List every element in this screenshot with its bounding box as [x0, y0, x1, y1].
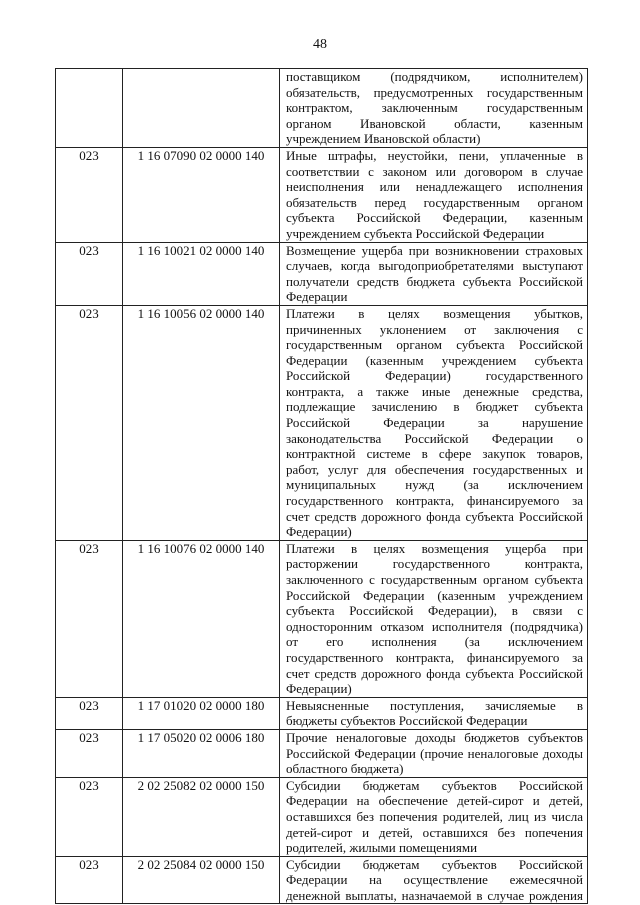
description-line: субъекта Российской Федерации), в связи с — [286, 603, 583, 619]
revenue-code-cell: 1 16 10021 02 0000 140 — [123, 242, 280, 305]
description-line: случаев, когда выгодоприобретателями выступают — [286, 258, 583, 274]
revenue-code-cell: 1 16 10056 02 0000 140 — [123, 305, 280, 540]
description-line: областного бюджета) — [286, 761, 404, 777]
description-line: расторжении государственного контракта, — [286, 556, 583, 572]
description-line: Российской Федерации за нарушение — [286, 415, 583, 431]
table-row — [56, 777, 588, 856]
revenue-code-cell: 2 02 25084 02 0000 150 — [123, 856, 280, 904]
admin-code-cell: 023 — [56, 697, 123, 729]
description-cell — [280, 697, 588, 729]
description-line: законодательства Российской Федерации о — [286, 430, 583, 446]
revenue-code-cell: 1 16 10076 02 0000 140 — [123, 540, 280, 697]
description-line: контрактом, заключенным государственным — [286, 100, 583, 116]
description-line: контрактной системе в сфере закупок товаров, — [286, 446, 583, 462]
table-row — [56, 540, 588, 697]
admin-code-cell: 023 — [56, 729, 123, 777]
description-line: Федерации на обеспечение детей-сирот и детей, — [286, 793, 583, 809]
description-line: соответствии с законом или договором в случае — [286, 163, 583, 179]
admin-code-cell: 023 — [56, 856, 123, 904]
admin-code-cell: 023 — [56, 305, 123, 540]
description-line: оставшихся без попечения родителей, лиц из числа — [286, 808, 583, 824]
description-line: подлежащие зачислению в бюджет субъекта — [286, 399, 583, 415]
table-row — [56, 729, 588, 777]
description-cell — [280, 777, 588, 856]
admin-code-cell: 023 — [56, 242, 123, 305]
table-row — [56, 305, 588, 540]
description-line: субъекта Российской Федерации, казенным — [286, 210, 583, 226]
description-line: денежной выплаты, назначаемой в случае рождения — [286, 887, 583, 903]
table-row — [56, 242, 588, 305]
description-line: Российской Федерации) государственного — [286, 368, 583, 384]
description-line: органом Ивановской области, казенным — [286, 115, 583, 131]
description-line: контракта, а также иные денежные средства, — [286, 383, 583, 399]
description-line: Иные штрафы, неустойки, пени, уплаченные в — [286, 147, 583, 163]
description-line: обязательств, предусмотренных государственным — [286, 84, 583, 100]
description-line: детей-сирот и детей, оставшихся без попечения — [286, 824, 583, 840]
description-line: поставщиком (подрядчиком, исполнителем) — [286, 69, 583, 84]
description-line: односторонним отказом исполнителя (подрядчика) — [286, 618, 583, 634]
description-line: учреждением субъекта Российской Федерации — [286, 225, 545, 241]
description-cell — [280, 147, 588, 242]
table-row — [56, 856, 588, 904]
description-line: Невыясненные поступления, зачисляемые в — [286, 697, 583, 713]
description-line: государственного контракта, финансируемого за — [286, 493, 583, 509]
description-cell — [280, 69, 588, 148]
description-cell — [280, 856, 588, 904]
description-line: Федерации на осуществление ежемесячной — [286, 872, 583, 888]
revenue-code-cell: 1 16 07090 02 0000 140 — [123, 147, 280, 242]
revenue-code-cell: 2 02 25082 02 0000 150 — [123, 777, 280, 856]
description-line: Субсидии бюджетам субъектов Российской — [286, 777, 583, 793]
description-line: Субсидии бюджетам субъектов Российской — [286, 856, 583, 872]
revenue-code-cell: 1 17 05020 02 0006 180 — [123, 729, 280, 777]
description-line: заключенного с государственным органом субъекта — [286, 572, 583, 587]
admin-code-cell — [56, 69, 123, 148]
description-line: неисполнения или ненадлежащего исполнения — [286, 179, 583, 195]
description-line: государственного контракта, финансируемого за — [286, 649, 583, 665]
description-line: Российской Федерации (казенным учреждением — [286, 587, 583, 603]
description-line: муниципальных нужд (за исключением — [286, 477, 583, 493]
description-line: бюджеты субъектов Российской Федерации — [286, 713, 528, 729]
description-line: получатели средств бюджета субъекта Российской — [286, 273, 583, 289]
description-line: счет средств дорожного фонда субъекта Российской — [286, 508, 583, 524]
description-line: Федерации) — [286, 681, 352, 697]
description-line: работ, услуг для обеспечения государственных и — [286, 461, 583, 477]
description-line: родителей, жилыми помещениями — [286, 840, 478, 856]
description-line: Прочие неналоговые доходы бюджетов субъектов — [286, 729, 583, 745]
description-cell — [280, 729, 588, 777]
description-cell — [280, 305, 588, 540]
revenue-code-cell: 1 17 01020 02 0000 180 — [123, 697, 280, 729]
description-cell — [280, 540, 588, 697]
description-line: Федерации (казенным учреждением субъекта — [286, 352, 583, 368]
table-row — [56, 69, 588, 148]
admin-code-cell: 023 — [56, 777, 123, 856]
description-line: Платежи в целях возмещения ущерба при — [286, 540, 583, 556]
revenue-code-cell — [123, 69, 280, 148]
description-line: обязательств перед государственным органом — [286, 194, 583, 210]
revenue-codes-table — [55, 68, 588, 904]
description-line: причиненных уклонением от заключения с — [286, 321, 583, 337]
description-cell — [280, 242, 588, 305]
description-line: Федерации — [286, 289, 348, 305]
description-line: Российской Федерации (прочие неналоговые доходы — [286, 745, 583, 761]
table-row — [56, 147, 588, 242]
page-number: 48 — [313, 37, 327, 52]
description-line: государственным органом субъекта Российской — [286, 337, 583, 353]
admin-code-cell: 023 — [56, 540, 123, 697]
description-line: счет средств дорожного фонда субъекта Российской — [286, 665, 583, 681]
description-line: Платежи в целях возмещения убытков, — [286, 305, 583, 321]
table-row — [56, 697, 588, 729]
description-line: Федерации) — [286, 524, 352, 540]
description-line: от его исполнения (за исключением — [286, 634, 583, 650]
description-line: учреждением Ивановской области) — [286, 131, 481, 147]
admin-code-cell: 023 — [56, 147, 123, 242]
description-line: Возмещение ущерба при возникновении страховых — [286, 242, 583, 258]
